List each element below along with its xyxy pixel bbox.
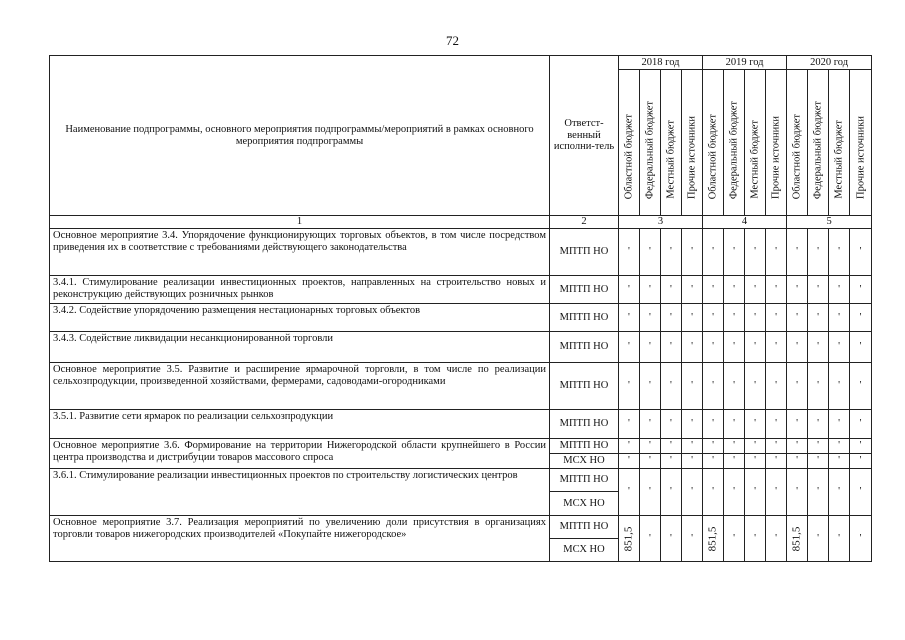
empty-value-mark: ' xyxy=(745,469,766,516)
responsible-executor: МПТП НО xyxy=(550,439,619,454)
responsible-executor: МСХ НО xyxy=(550,539,619,562)
source-header: Областной бюджет xyxy=(623,113,635,199)
empty-value-mark: ' xyxy=(682,469,703,516)
empty-value-mark: ' xyxy=(640,363,661,410)
empty-value-mark: ' xyxy=(703,276,724,304)
responsible-executor: МСХ НО xyxy=(550,454,619,469)
empty-value-mark: ' xyxy=(724,454,745,469)
empty-value-mark: ' xyxy=(703,229,724,276)
table-row xyxy=(50,410,872,439)
empty-value-mark: ' xyxy=(724,276,745,304)
empty-value-mark: ' xyxy=(787,332,808,363)
empty-value-mark: ' xyxy=(829,439,850,454)
empty-value-mark: ' xyxy=(703,332,724,363)
regional-budget-value: 851,5 xyxy=(622,526,635,551)
empty-value-mark: ' xyxy=(808,454,829,469)
empty-value-mark: ' xyxy=(850,516,872,562)
empty-value-mark: ' xyxy=(724,410,745,439)
empty-value-mark: ' xyxy=(766,229,787,276)
responsible-executor: МПТП НО xyxy=(550,229,619,276)
empty-value-mark: ' xyxy=(682,304,703,332)
empty-value-mark: ' xyxy=(682,516,703,562)
empty-value-mark: ' xyxy=(745,454,766,469)
empty-value-mark: ' xyxy=(808,363,829,410)
empty-value-mark: ' xyxy=(745,276,766,304)
empty-value-mark: ' xyxy=(829,276,850,304)
empty-value-mark: ' xyxy=(661,332,682,363)
source-header: Местный бюджет xyxy=(749,120,761,199)
column-number: 3 xyxy=(619,216,703,229)
empty-value-mark: ' xyxy=(766,410,787,439)
table-row xyxy=(50,469,872,492)
empty-value-mark: ' xyxy=(619,304,640,332)
responsible-executor: МПТП НО xyxy=(550,410,619,439)
activity-description: 3.6.1. Стимулирование реализации инвестиционных проектов по строительству логистических центров xyxy=(50,469,550,516)
empty-value-mark: ' xyxy=(661,229,682,276)
empty-value-mark: ' xyxy=(640,410,661,439)
activity-description: 3.4.3. Содействие ликвидации несанкционированной торговли xyxy=(50,332,550,363)
activity-description: Основное мероприятие 3.5. Развитие и расширение ярмарочной торговли, в том числе по реализации сельхозпродукции, произведенной хозяйствами, фермерами, садоводами-огородниками xyxy=(50,363,550,410)
empty-value-mark: ' xyxy=(619,454,640,469)
empty-value-mark: ' xyxy=(745,516,766,562)
source-header: Областной бюджет xyxy=(707,113,719,199)
empty-value-mark: ' xyxy=(850,332,872,363)
empty-value-mark: ' xyxy=(808,304,829,332)
empty-value-mark: ' xyxy=(808,410,829,439)
empty-value-mark: ' xyxy=(850,229,872,276)
empty-value-mark: ' xyxy=(619,332,640,363)
empty-value-mark: ' xyxy=(787,439,808,454)
empty-value-mark: ' xyxy=(829,332,850,363)
table-row xyxy=(50,439,872,454)
column-number: 5 xyxy=(787,216,872,229)
empty-value-mark: ' xyxy=(808,332,829,363)
empty-value-mark: ' xyxy=(661,439,682,454)
empty-value-mark: ' xyxy=(829,410,850,439)
empty-value-mark: ' xyxy=(745,410,766,439)
column-number: 1 xyxy=(50,216,550,229)
program-table xyxy=(49,55,872,562)
empty-value-mark: ' xyxy=(787,304,808,332)
empty-value-mark: ' xyxy=(661,410,682,439)
responsible-executor: МПТП НО xyxy=(550,516,619,539)
empty-value-mark: ' xyxy=(724,363,745,410)
empty-value-mark: ' xyxy=(787,229,808,276)
source-header: Федеральный бюджет xyxy=(812,100,824,199)
empty-value-mark: ' xyxy=(829,454,850,469)
empty-value-mark: ' xyxy=(640,516,661,562)
responsible-executor: МПТП НО xyxy=(550,276,619,304)
empty-value-mark: ' xyxy=(745,304,766,332)
source-header: Областной бюджет xyxy=(791,113,803,199)
empty-value-mark: ' xyxy=(766,276,787,304)
table-row xyxy=(50,332,872,363)
empty-value-mark: ' xyxy=(640,229,661,276)
empty-value-mark: ' xyxy=(850,410,872,439)
empty-value-mark: ' xyxy=(640,276,661,304)
regional-budget-value: 851,5 xyxy=(706,526,719,551)
responsible-executor: МПТП НО xyxy=(550,363,619,410)
empty-value-mark: ' xyxy=(850,469,872,516)
empty-value-mark: ' xyxy=(850,304,872,332)
activity-description: 3.4.2. Содействие упорядочению размещения нестационарных торговых объектов xyxy=(50,304,550,332)
activity-description: Основное мероприятие 3.7. Реализация мероприятий по увеличению доли присутствия в организациях торговли товаров нижегородских производителей «Покупайте нижегородское» xyxy=(50,516,550,562)
empty-value-mark: ' xyxy=(682,410,703,439)
empty-value-mark: ' xyxy=(661,469,682,516)
year-2018-header: 2018 год xyxy=(619,56,703,70)
empty-value-mark: ' xyxy=(661,516,682,562)
empty-value-mark: ' xyxy=(808,229,829,276)
source-header: Местный бюджет xyxy=(665,120,677,199)
empty-value-mark: ' xyxy=(850,454,872,469)
empty-value-mark: ' xyxy=(808,516,829,562)
empty-value-mark: ' xyxy=(724,229,745,276)
empty-value-mark: ' xyxy=(787,276,808,304)
empty-value-mark: ' xyxy=(787,469,808,516)
empty-value-mark: ' xyxy=(619,363,640,410)
empty-value-mark: ' xyxy=(661,304,682,332)
empty-value-mark: ' xyxy=(619,439,640,454)
empty-value-mark: ' xyxy=(703,304,724,332)
source-header: Прочие источники xyxy=(686,116,698,199)
empty-value-mark: ' xyxy=(640,469,661,516)
empty-value-mark: ' xyxy=(682,454,703,469)
empty-value-mark: ' xyxy=(766,363,787,410)
empty-value-mark: ' xyxy=(745,363,766,410)
empty-value-mark: ' xyxy=(682,332,703,363)
empty-value-mark: ' xyxy=(766,454,787,469)
empty-value-mark: ' xyxy=(850,363,872,410)
empty-value-mark: ' xyxy=(703,439,724,454)
responsible-executor: МСХ НО xyxy=(550,492,619,516)
responsible-executor: МПТП НО xyxy=(550,304,619,332)
empty-value-mark: ' xyxy=(766,304,787,332)
header-name-column: Наименование подпрограммы, основного мероприятия подпрограммы/мероприятий в рамках основного мероприятия подпрограммы xyxy=(50,56,550,216)
empty-value-mark: ' xyxy=(787,410,808,439)
empty-value-mark: ' xyxy=(829,469,850,516)
empty-value-mark: ' xyxy=(682,439,703,454)
activity-description: Основное мероприятие 3.6. Формирование на территории Нижегородской области крупнейшего в России центра производства и дистрибуции товаров массового спроса xyxy=(50,439,550,469)
empty-value-mark: ' xyxy=(724,516,745,562)
empty-value-mark: ' xyxy=(682,363,703,410)
empty-value-mark: ' xyxy=(766,516,787,562)
empty-value-mark: ' xyxy=(787,363,808,410)
empty-value-mark: ' xyxy=(619,229,640,276)
empty-value-mark: ' xyxy=(808,469,829,516)
empty-value-mark: ' xyxy=(829,304,850,332)
empty-value-mark: ' xyxy=(724,439,745,454)
empty-value-mark: ' xyxy=(850,276,872,304)
regional-budget-value: 851,5 xyxy=(790,526,803,551)
empty-value-mark: ' xyxy=(640,304,661,332)
year-2020-header: 2020 год xyxy=(787,56,872,70)
empty-value-mark: ' xyxy=(640,439,661,454)
empty-value-mark: ' xyxy=(745,229,766,276)
empty-value-mark: ' xyxy=(766,332,787,363)
empty-value-mark: ' xyxy=(682,276,703,304)
empty-value-mark: ' xyxy=(808,439,829,454)
empty-value-mark: ' xyxy=(724,304,745,332)
year-2019-header: 2019 год xyxy=(703,56,787,70)
empty-value-mark: ' xyxy=(703,454,724,469)
table-row xyxy=(50,363,872,410)
empty-value-mark: ' xyxy=(661,276,682,304)
empty-value-mark: ' xyxy=(724,332,745,363)
empty-value-mark: ' xyxy=(829,229,850,276)
empty-value-mark: ' xyxy=(619,276,640,304)
empty-value-mark: ' xyxy=(787,454,808,469)
empty-value-mark: ' xyxy=(703,410,724,439)
empty-value-mark: ' xyxy=(745,332,766,363)
empty-value-mark: ' xyxy=(703,363,724,410)
source-header: Федеральный бюджет xyxy=(728,100,740,199)
source-header: Местный бюджет xyxy=(833,120,845,199)
responsible-executor: МПТП НО xyxy=(550,332,619,363)
empty-value-mark: ' xyxy=(745,439,766,454)
column-number: 4 xyxy=(703,216,787,229)
empty-value-mark: ' xyxy=(766,439,787,454)
empty-value-mark: ' xyxy=(619,469,640,516)
empty-value-mark: ' xyxy=(619,410,640,439)
activity-description: 3.4.1. Стимулирование реализации инвестиционных проектов, направленных на строительство новых и реконструкцию действующих розничных рынков xyxy=(50,276,550,304)
table-row xyxy=(50,229,872,276)
table-row xyxy=(50,516,872,539)
empty-value-mark: ' xyxy=(724,469,745,516)
column-number: 2 xyxy=(550,216,619,229)
responsible-executor: МПТП НО xyxy=(550,469,619,492)
empty-value-mark: ' xyxy=(703,469,724,516)
header-responsible-column: Ответст-венный исполни-тель xyxy=(550,56,619,216)
empty-value-mark: ' xyxy=(829,516,850,562)
empty-value-mark: ' xyxy=(640,454,661,469)
empty-value-mark: ' xyxy=(640,332,661,363)
activity-description: 3.5.1. Развитие сети ярмарок по реализации сельхозпродукции xyxy=(50,410,550,439)
empty-value-mark: ' xyxy=(808,276,829,304)
page-number: 72 xyxy=(446,33,459,48)
empty-value-mark: ' xyxy=(661,363,682,410)
empty-value-mark: ' xyxy=(850,439,872,454)
empty-value-mark: ' xyxy=(682,229,703,276)
empty-value-mark: ' xyxy=(661,454,682,469)
table-row xyxy=(50,276,872,304)
table-row xyxy=(50,304,872,332)
empty-value-mark: ' xyxy=(829,363,850,410)
activity-description: Основное мероприятие 3.4. Упорядочение функционирующих торговых объектов, в том числе посредством приведения их в соответствие с требованиями действующего законодательства xyxy=(50,229,550,276)
source-header: Прочие источники xyxy=(770,116,782,199)
source-header: Прочие источники xyxy=(854,116,866,199)
source-header: Федеральный бюджет xyxy=(644,100,656,199)
empty-value-mark: ' xyxy=(766,469,787,516)
